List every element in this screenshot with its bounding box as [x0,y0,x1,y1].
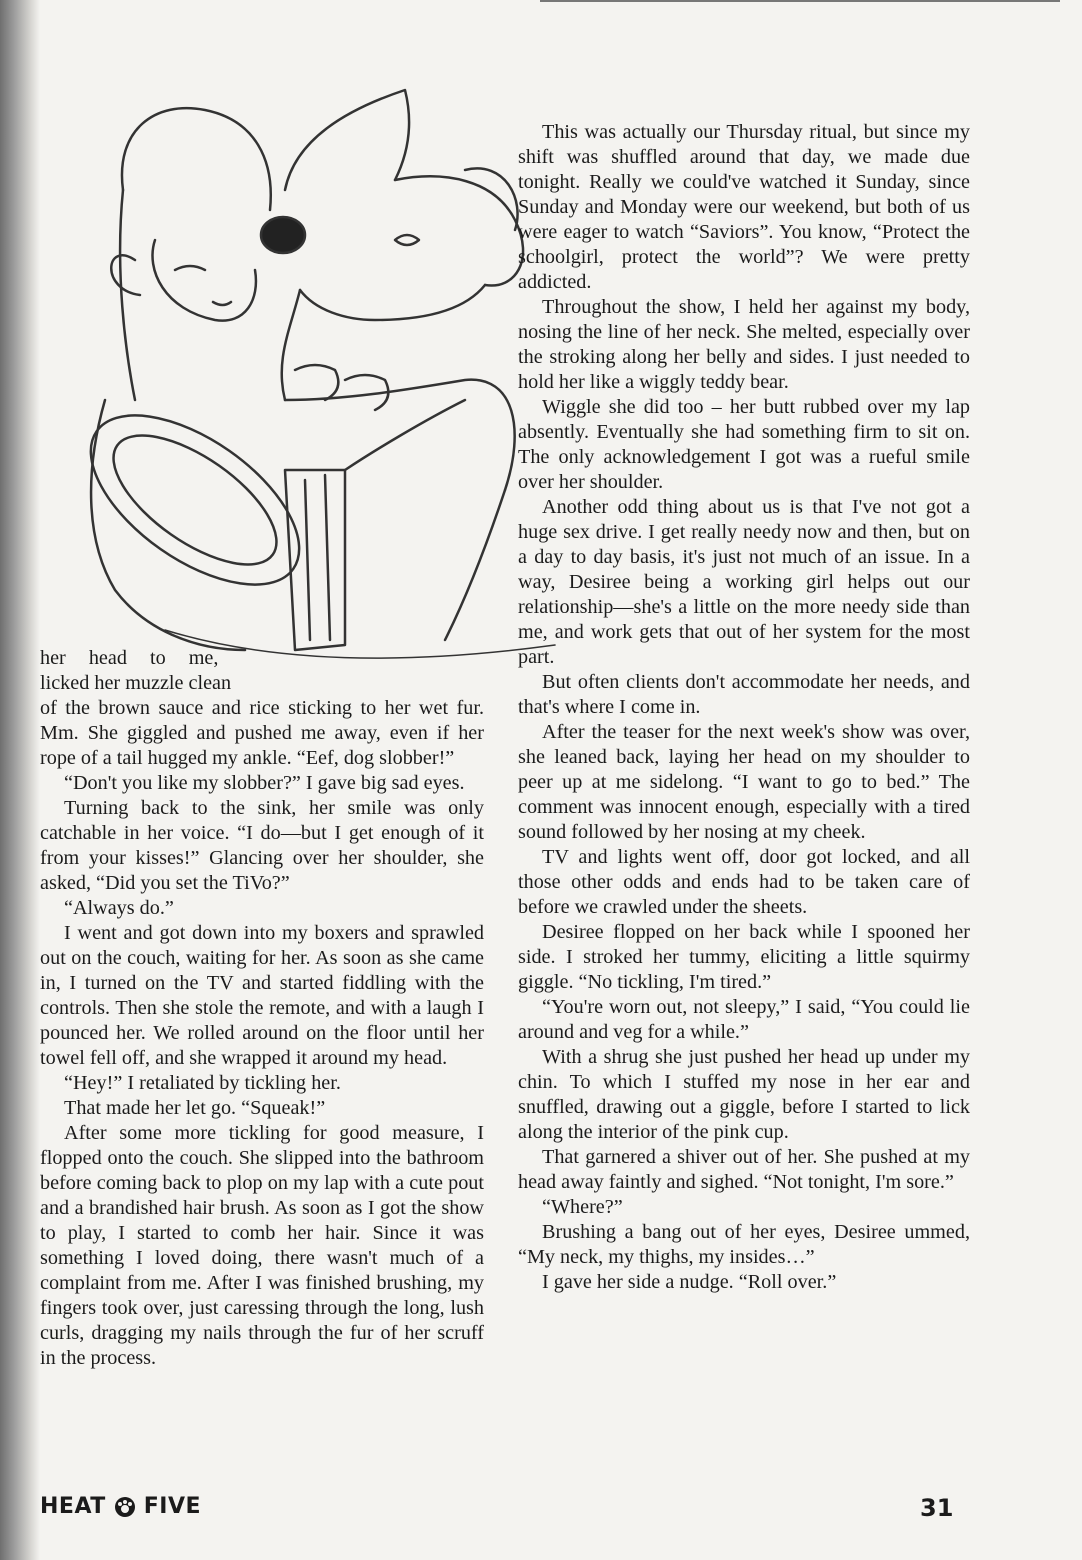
page-top-rule [540,0,1060,2]
paragraph: I went and got down into my boxers and sprawled out on the couch, waiting for her. As soon as she came in, I turned on the TV and started fiddling with the controls. Then she stole the remote, and with a laugh I pounced her. We rolled around on the floor until her towel fell off, and she wrapped it around my head. [40,922,484,1069]
wrapped-line-2: licked her muzzle clean [40,672,232,694]
paw-logo-icon [114,1496,136,1518]
paragraph: I gave her side a nudge. “Roll over.” [542,1271,837,1293]
paragraph: But often clients don't accommodate her needs, and that's where I come in. [518,671,970,718]
left-paragraphs [40,696,484,1371]
paragraph: After some more tickling for good measure, I flopped onto the couch. She slipped into the bathroom before coming back to plop on my lap with a cute pout and a brandished hair brush. As soon as I got the show to play, I started to comb her hair. Since it was something I loved doing, there wasn't much of a complaint from me. After I was finished brushing, my fingers took over, just caressing through the long, lush curls, dragging my nails through the fur of her scruff in the process. [40,1122,484,1369]
paragraph: Brushing a bang out of her eyes, Desiree ummed, “My neck, my thighs, my insides…” [518,1221,970,1268]
paragraph: After the teaser for the next week's show was over, she leaned back, laying her head on my shoulder to peer up at me sidelong. “I want to go to bed.” The comment was innocent enough, especially with a tired sound followed by her nosing at my cheek. [518,721,970,843]
paragraph: of the brown sauce and rice sticking to her wet fur. Mm. She giggled and pushed me away, even if her rope of a tail hugged my ankle. “Eef, dog slobber!” [40,697,484,769]
paragraph: “You're worn out, not sleepy,” I said, “You could lie around and veg for a while.” [518,996,970,1043]
paragraph: Throughout the show, I held her against my body, nosing the line of her neck. She melted, especially over the stroking along her belly and sides. I just needed to hold her like a wiggly teddy bear. [518,296,970,393]
paragraph: With a shrug she just pushed her head up under my chin. To which I stuffed my nose in her ear and snuffled, drawing out a giggle, before I started to lick along the interior of the pink cup. [518,1046,970,1143]
paragraph: “Hey!” I retaliated by tickling her. [64,1072,341,1094]
running-footer [40,1494,201,1519]
paragraph: That garnered a shiver out of her. She pushed at my head away faintly and sighed. “Not tonight, I'm sore.” [518,1146,970,1193]
paragraph: “Always do.” [64,897,174,919]
wrapped-line-1: her head to me, [40,647,219,669]
left-text-column [40,646,484,1371]
paragraph: This was actually our Thursday ritual, but since my shift was shuffled around that day, we made due tonight. Really we could've watched it Sunday, since Sunday and Monday were our weekend, but both of us were eager to watch “Saviors”. You know, “Protect the schoolgirl, protect the world”? We were pretty addicted. [518,121,970,293]
book-spine-shadow [0,0,40,1560]
paragraph: “Don't you like my slobber?” I gave big sad eyes. [64,772,465,794]
magazine-title-part1: HEAT [40,1494,106,1519]
magazine-title-part2: FIVE [143,1494,202,1519]
paragraph: Desiree flopped on her back while I spooned her side. I stroked her tummy, eliciting a little squirmy giggle. “No tickling, I'm tired.” [518,921,970,993]
paragraph: Turning back to the sink, her smile was only catchable in her voice. “I do—but I get enough of it from your kisses!” Glancing over her shoulder, she asked, “Did you set the TiVo?” [40,797,484,894]
right-text-column [518,120,970,1295]
illustration-dog-and-mouse [45,70,560,670]
paragraph: Another odd thing about us is that I've not got a huge sex drive. I get really needy now and then, but on a day to day basis, it's just not much of an issue. In a way, Desiree being a working girl helps out our relationship—she's a little on the more needy side than me, and work gets that out of her system for the most part. [518,496,970,668]
paragraph: Wiggle she did too – her butt rubbed over my lap absently. Eventually she had something firm to sit on. The only acknowledgement I got was a rueful smile over her shoulder. [518,396,970,493]
paragraph: “Where?” [542,1196,623,1218]
page-number: 31 [920,1494,954,1522]
paragraph: TV and lights went off, door got locked, and all those other odds and ends had to be taken care of before we crawled under the sheets. [518,846,970,918]
paragraph: That made her let go. “Squeak!” [64,1097,326,1119]
